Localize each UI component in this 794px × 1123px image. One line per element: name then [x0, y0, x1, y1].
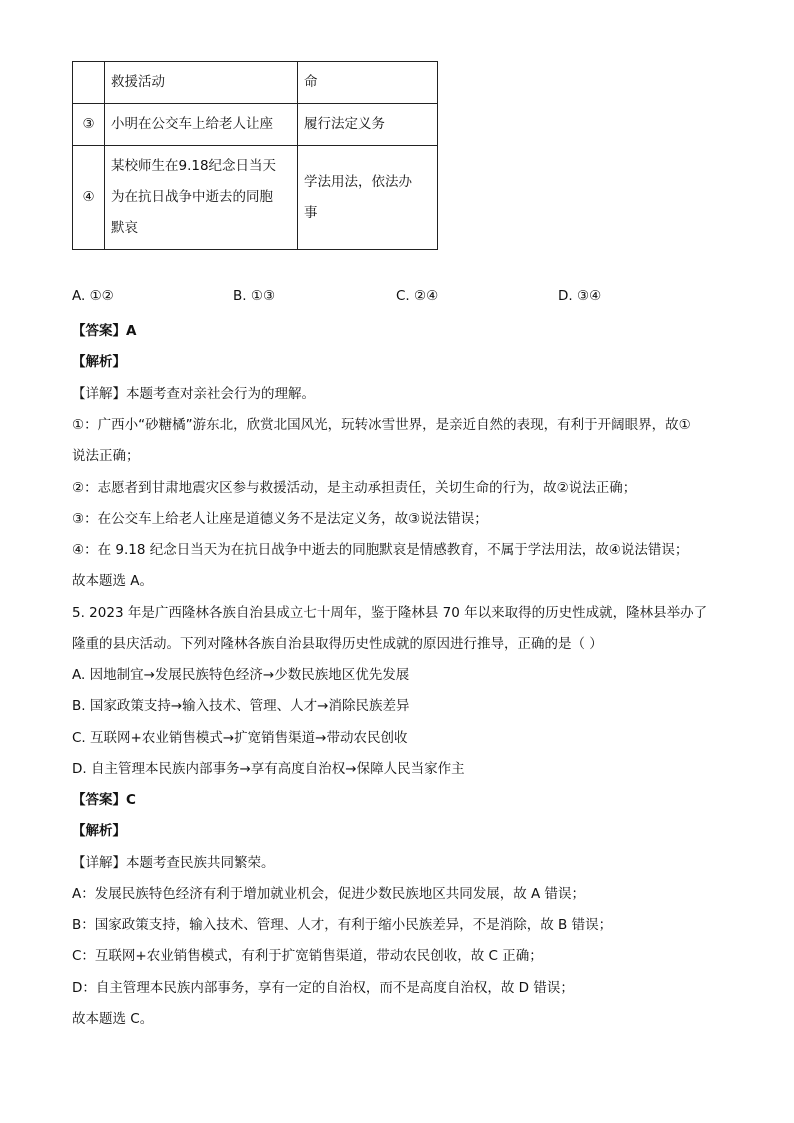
activity-line: 默哀	[111, 220, 138, 236]
q5-option-a: A. 因地制宜→发展民族特色经济→少数民族地区优先发展	[72, 667, 410, 683]
q5-answer: 【答案】C	[72, 792, 136, 808]
q4-line: ②：志愿者到甘肃地震灾区参与救援活动，是主动承担责任，关切生命的行为，故②说法正确；	[72, 480, 637, 496]
activity-line: 某校师生在9.18纪念日当天	[111, 158, 277, 174]
q5-line: 故本题选 C。	[72, 1011, 154, 1027]
table-row	[73, 146, 438, 250]
q5-option-b: B. 国家政策支持→输入技术、管理、人才→消除民族差异	[72, 698, 410, 714]
table-cell-activity: 救援活动	[105, 62, 298, 104]
table-cell-num	[73, 62, 105, 104]
q5-line: C：互联网+农业销售模式，有利于扩宽销售渠道，带动农民创收，故 C 正确；	[72, 948, 543, 964]
table-cell-comment: 履行法定义务	[298, 104, 438, 146]
q5-stem-line: 5. 2023 年是广西隆林各族自治县成立七十周年，鉴于隆林县 70 年以来取得的历史性成就，隆林县举办了	[72, 605, 708, 621]
q5-stem-line: 隆重的县庆活动。下列对隆林各族自治县取得历史性成就的原因进行推导，正确的是（ ）	[72, 636, 603, 652]
q5-line: D：自主管理本民族内部事务，享有一定的自治权，而不是高度自治权，故 D 错误；	[72, 980, 574, 996]
q4-line: 故本题选 A。	[72, 573, 154, 589]
q4-answer: 【答案】A	[72, 323, 137, 339]
q4-option-a: A. ①②	[72, 288, 114, 304]
table-cell-activity	[105, 146, 298, 250]
q4-line: ①：广西小“砂糖橘”游东北，欣赏北国风光，玩转冰雪世界，是亲近自然的表现，有利于开阔眼界，故①	[72, 417, 691, 433]
q5-analysis-heading: 【解析】	[72, 823, 126, 839]
table-row	[73, 104, 438, 146]
q4-line: ④：在 9.18 纪念日当天为在抗日战争中逝去的同胞默哀是情感教育，不属于学法用法，故④说法错误；	[72, 542, 689, 558]
q4-option-c: C. ②④	[396, 288, 439, 304]
q4-analysis-heading: 【解析】	[72, 354, 126, 370]
comment-line: 事	[304, 204, 318, 221]
activity-line: 为在抗日战争中逝去的同胞	[111, 189, 273, 205]
table-row	[73, 62, 438, 104]
comment-line: 学法用法，依法办	[304, 173, 412, 190]
q4-option-b: B. ①③	[233, 288, 276, 304]
q5-option-c: C. 互联网+农业销售模式→扩宽销售渠道→带动农民创收	[72, 730, 408, 746]
table-cell-num: ④	[73, 146, 105, 250]
q4-option-d: D. ③④	[558, 288, 602, 304]
table-cell-activity: 小明在公交车上给老人让座	[105, 104, 298, 146]
q4-line: ③：在公交车上给老人让座是道德义务不是法定义务，故③说法错误；	[72, 511, 488, 527]
q4-detail: 【详解】本题考查对亲社会行为的理解。	[72, 386, 315, 402]
table-cell-comment	[298, 146, 438, 250]
q5-option-d: D. 自主管理本民族内部事务→享有高度自治权→保障人民当家作主	[72, 761, 465, 777]
options-table	[72, 61, 438, 250]
q5-detail: 【详解】本题考查民族共同繁荣。	[72, 855, 275, 871]
table-cell-num: ③	[73, 104, 105, 146]
q5-line: B：国家政策支持，输入技术、管理、人才，有利于缩小民族差异，不是消除，故 B 错误；	[72, 917, 613, 933]
table-cell-comment: 命	[298, 62, 438, 104]
q4-line: 说法正确；	[72, 448, 140, 464]
q5-line: A：发展民族特色经济有利于增加就业机会，促进少数民族地区共同发展，故 A 错误；	[72, 886, 586, 902]
